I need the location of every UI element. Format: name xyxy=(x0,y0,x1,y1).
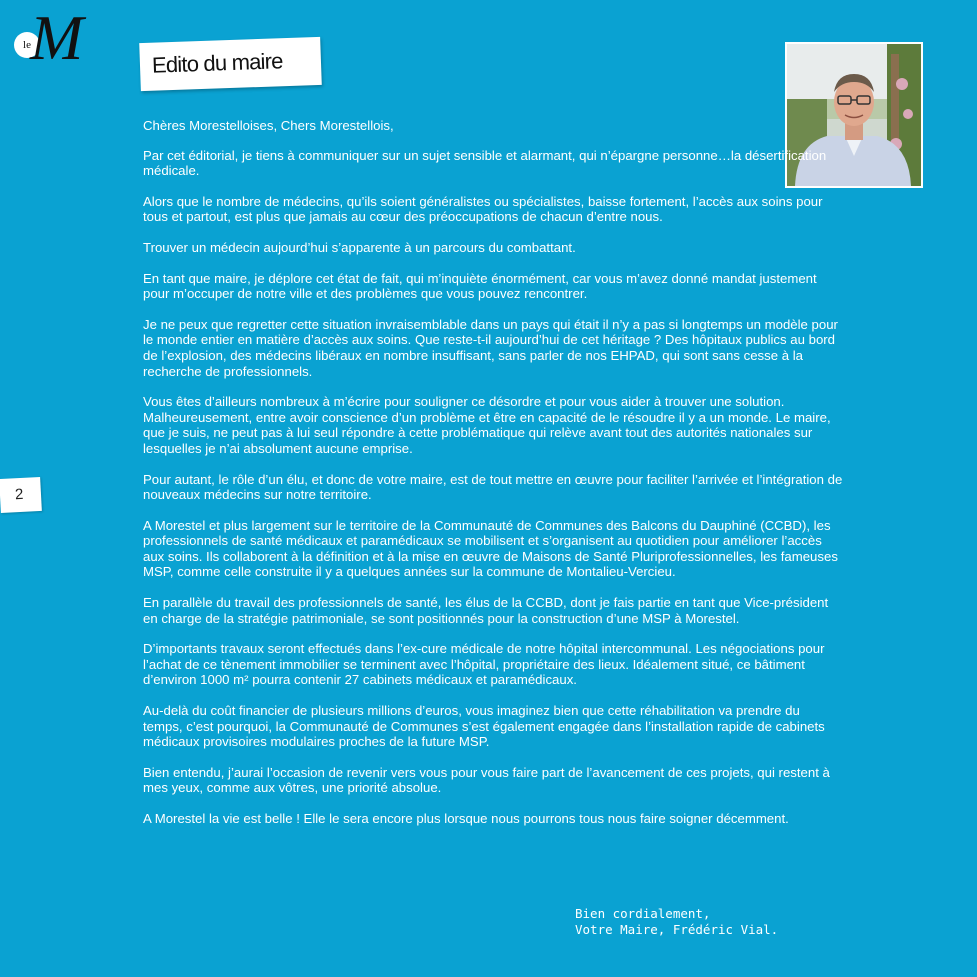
paragraph: Pour autant, le rôle d’un élu, et donc de votre maire, est de tout mettre en œuvre pour faciliter l’arrivée et l’intégration de nouveaux médecins sur notre territoire. xyxy=(143,471,843,503)
paragraph: Alors que le nombre de médecins, qu’ils soient généralistes ou spécialistes, baisse fortement, l’accès aux soins pour tous et partout, est plus que jamais au cœur des préoccupations de chacun d’entre nous. xyxy=(143,193,823,225)
logo-m-letter: M xyxy=(30,2,84,73)
signature-greeting: Bien cordialement, xyxy=(575,906,711,921)
signature-block xyxy=(575,906,778,937)
editorial-body xyxy=(143,118,843,827)
page-number: 2 xyxy=(14,485,24,504)
closing-paragraph: A Morestel la vie est belle ! Elle le sera encore plus lorsque nous pourrons tous nous faire soigner décemment. xyxy=(143,811,789,826)
paragraph: Par cet éditorial, je tiens à communiquer sur un sujet sensible et alarmant, qui n’épargne personne…la désertification médicale. xyxy=(143,147,827,179)
section-title-box xyxy=(139,37,322,91)
paragraph: D’importants travaux seront effectués dans l’ex-cure médicale de notre hôpital intercommunal. Les négociations pour l’achat de ce tènement immobilier se terminent avec l’hôpital, propriétaire des lieux. Idéalement situé, ce bâtiment d’environ 1000 m² pourra contenir 27 cabinets médicaux et paramédicaux. xyxy=(143,641,825,688)
paragraph: En parallèle du travail des professionnels de santé, les élus de la CCBD, dont je fais partie en tant que Vice-président en charge de la stratégie patrimoniale, se sont positionnés pour la construction d’une MSP à Morestel. xyxy=(143,595,829,626)
paragraph: En tant que maire, je déplore cet état de fait, qui m’inquiète énormément, car vous m’avez donné mandat justement pour m’occuper de notre ville et des problèmes que vous pouvez rencontrer. xyxy=(143,270,817,302)
magazine-logo xyxy=(14,2,99,74)
paragraph: Bien entendu, j’aurai l’occasion de revenir vers vous pour vous faire part de l’avancement de ces projets, qui restent à mes yeux, comme aux vôtres, une priorité absolue. xyxy=(143,764,830,796)
salutation: Chères Morestelloises, Chers Morestellois, xyxy=(143,118,394,133)
paragraph: A Morestel et plus largement sur le territoire de la Communauté de Communes des Balcons du Dauphiné (CCBD), les professionnels de santé médicaux et paramédicaux se mobilisent et s’organisent au quotidien pour améliorer l’accès aux soins. Ils collaborent à la définition et à la mise en œuvre de Maisons de Santé Pluriprofessionnelles, les fameuses MSP, comme celle construite il y a quelques années sur la commune de Montalieu-Vercieu. xyxy=(143,517,838,580)
paragraph: Je ne peux que regretter cette situation invraisemblable dans un pays qui était il n’y a pas si longtemps un modèle pour le monde entier en matière d’accès aux soins. Que reste-t-il aujourd’hui de cet héritage ? Des hôpitaux publics au bord de l’explosion, des médecins libéraux en nombre insuffisant, sans parler de nos EHPAD, qui sont sans cesse à la recherche de professionnels. xyxy=(143,316,838,379)
paragraph: Vous êtes d’ailleurs nombreux à m’écrire pour souligner ce désordre et pour vous aider à trouver une solution. Malheureusement, entre avoir conscience d’un problème et être en capacité de le résoudre il y a un monde. Le maire, que je suis, ne peut pas à lui seul répondre à cette problématique qui relève avant tout des autorités nationales sur lesquelles je n’ai absolument aucune emprise. xyxy=(143,394,831,456)
section-title: Edito du maire xyxy=(151,48,284,78)
signature-name: Votre Maire, Frédéric Vial. xyxy=(575,921,779,937)
paragraph: Au-delà du coût financier de plusieurs millions d’euros, vous imaginez bien que cette réhabilitation va prendre du temps, c’est pourquoi, la Communauté de Communes s’est également engagée dans l’installation rapide de cabinets médicaux provisoires modulaires proches de la future MSP. xyxy=(143,703,825,750)
logo-le-badge: le xyxy=(14,32,40,58)
page-number-tag xyxy=(0,477,42,513)
paragraph: Trouver un médecin aujourd’hui s’apparente à un parcours du combattant. xyxy=(143,239,576,255)
